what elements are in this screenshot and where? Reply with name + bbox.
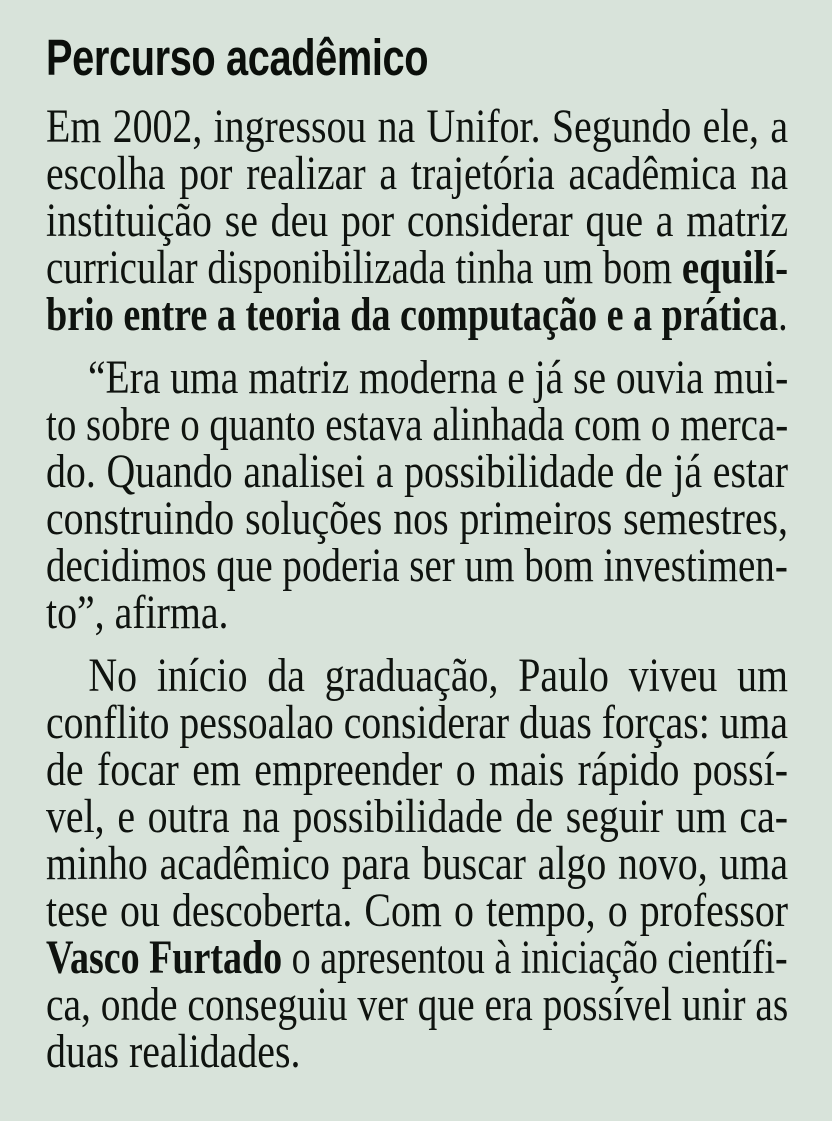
text-line [46,931,788,984]
text-line [46,837,789,890]
text-line [46,884,789,937]
body-text: No início da graduação, Paulo viveu um [88,649,789,702]
body-text: decidimos que poderia ser um bom investimen- [46,539,788,592]
article-body [46,100,789,1078]
text-line [46,288,788,341]
body-text: Em 2002, ingressou na Unifor. Segundo ele, a [46,100,789,153]
body-text: construindo soluções nos primeiros semestres, [46,492,789,545]
paragraph [46,351,789,639]
text-line [46,147,789,200]
bold-text: brio entre a teoria da computação e a prática [46,288,779,341]
text-line [46,1025,662,1078]
body-text: escolha por realizar a trajetória acadêmica na [46,147,789,200]
text-line [46,241,789,294]
paragraph [46,100,789,341]
body-text: do. Quando analisei a possibilidade de já estar [46,445,789,498]
paragraph [46,649,789,1078]
body-text: . [778,288,788,341]
body-text: minho acadêmico para buscar algo novo, uma [46,837,789,890]
text-line [46,100,789,153]
body-text: curricular disponibilizada tinha um bom [46,241,682,294]
body-text: duas realidades. [46,1025,301,1078]
text-line [46,649,789,702]
body-text: to”, afirma. [46,586,229,639]
text-line [46,696,789,749]
text-line [46,539,788,592]
text-line [46,445,789,498]
text-line [46,978,789,1031]
text-line [46,492,789,545]
bold-text: Vasco Furtado [46,931,283,984]
text-line [46,351,789,404]
body-text: de focar em empreender o mais rápido possí- [46,743,789,796]
text-line [46,586,662,639]
text-line [46,790,789,843]
body-text: tese ou descoberta. Com o tempo, o professor [46,884,789,937]
body-text: ca, onde conseguiu ver que era possível unir as [46,978,789,1031]
text-line [46,398,789,451]
body-text: instituição se deu por considerar que a matriz [46,194,789,247]
body-text: vel, e outra na possibilidade de seguir um ca- [46,790,789,843]
body-text: conflito pessoalao considerar duas forças: uma [46,696,789,749]
article-heading: Percurso acadêmico [46,29,429,86]
bold-text: equilí- [681,241,789,294]
body-text: “Era uma matriz moderna e já se ouvia mui- [87,351,789,404]
text-line [46,743,789,796]
text-line [46,194,789,247]
body-text: to sobre o quanto estava alinhada com o merca- [46,398,789,451]
body-text: o apresentou à iniciação científi- [282,931,788,984]
